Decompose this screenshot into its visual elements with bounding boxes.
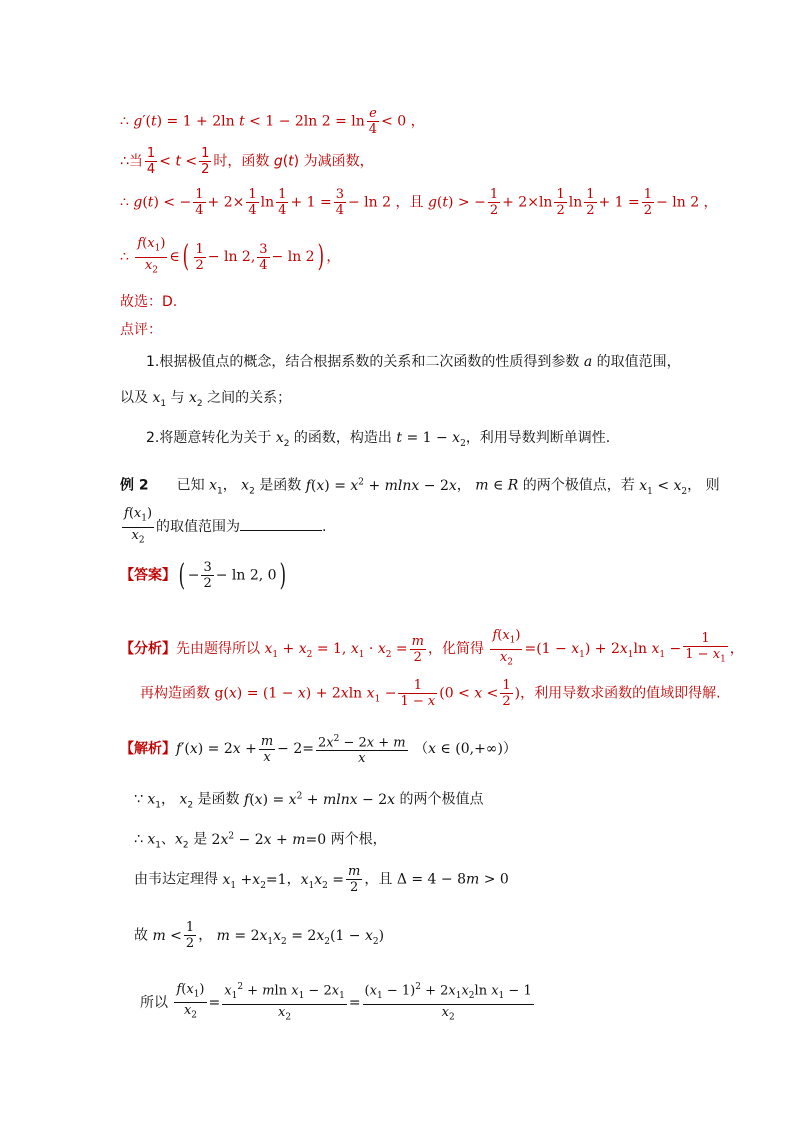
line-16: ∵ $x_1$， $x_2$ 是函数 $f(x) = x^2 + mlnx - 2x$ 的两个极值点 — [134, 791, 484, 811]
line-3: ∴ g(t) < − $\frac{1}{4}$ + 2× $\frac{1}{4}$ ln $\frac{1}{4}$ + 1 = $\frac{3}{4}$ − ln 2 ，且 g(t) > − $\frac{1}{2}$ + 2×ln $\frac{1}{2}$ ln $\frac{1}{2}$ + 1 = $\frac{1}{2}$ − ln 2 ， — [120, 187, 718, 218]
line-14: 再构造函数 g(x) = (1 − x) + 2xln $x_1$ − $\frac{1}{1 - x}$ (0 < x < $\frac{1}{2}$ )，利用导数求函数的值域即得解. — [140, 678, 721, 709]
answer-blank — [240, 516, 322, 531]
line-11: $\frac{f(x_1)}{x_2}$ 的取值范围为 . — [124, 506, 327, 546]
line-17: ∴ $x_1$、$x_2$ 是 $2x^2 - 2x + m=0$ 两个根， — [134, 831, 387, 851]
line-1: ∴ g′(t) = 1 + 2ln t < 1 − 2ln 2 = ln $\frac{e}{4}$ < 0 ， — [120, 106, 425, 137]
line-5: 故选：D. — [120, 294, 178, 310]
line-19: 故 m < $\frac{1}{2}$ ， $m = 2x_1x_2 = 2x_2(1 - x_2)$ — [134, 920, 385, 951]
line-2: ∴当 $\frac{1}{4}$ < t < $\frac{1}{2}$ 时，函数 g(t) 为减函数， — [120, 146, 374, 177]
line-18: 由韦达定理得 $x_1 +x_2=1$，$x_1x_2$ = $\frac{m}{2}$ ，且 Δ = 4 − 8m > 0 — [134, 864, 509, 895]
line-12: 【答案】( − $\frac{3}{2}$ − ln 2, 0) — [120, 557, 286, 593]
line-7: 1.根据极值点的概念，结合根据系数的关系和二次函数的性质得到参数 a 的取值范围， — [146, 354, 681, 370]
line-10: 例 2 已知 $x_1$， $x_2$ 是函数 $f(x) = x^2 + mlnx - 2x$， m ∈ R 的两个极值点，若 $x_1 < x_2$， 则 — [120, 477, 720, 497]
line-4: ∴ $\frac{f(x_1)}{x_2}$ ∈( $\frac{1}{2}$ − ln 2, $\frac{3}{4}$ − ln 2) ， — [120, 236, 341, 276]
line-13: 【分析】先由题得所以 $x_1 + x_2 = 1$, $x_1 \cdot x_2$ = $\frac{m}{2}$ ，化简得 $\frac{f(x_1)}{x_2}$ $=(1 - x_1) + 2x_1\ln$ $x_1$ − $\frac{1}{1 - x_1}$ ， — [120, 628, 744, 668]
line-20: 所以 $\frac{f(x_1)}{x_2}$ = $\frac{x_1^2 + mln x_1 - 2x_1}{x_2}$ = $\frac{(x_1 - 1)^2 + 2x_1x_2\ln x_1 - 1}{x_2}$ — [140, 981, 532, 1023]
line-8: 以及 $x_1$ 与 $x_2$ 之间的关系； — [120, 390, 292, 409]
line-9: 2.将题意转化为关于 $x_2$ 的函数，构造出 $t = 1 - x_2$，利用导数判断单调性. — [146, 430, 611, 449]
line-15: 【解析】f′(x) = 2x + $\frac{m}{x}$ − 2= $\frac{2x^2 - 2x + m}{x}$ （x ∈ (0,+∞)） — [120, 733, 517, 767]
line-6: 点评： — [120, 322, 162, 338]
